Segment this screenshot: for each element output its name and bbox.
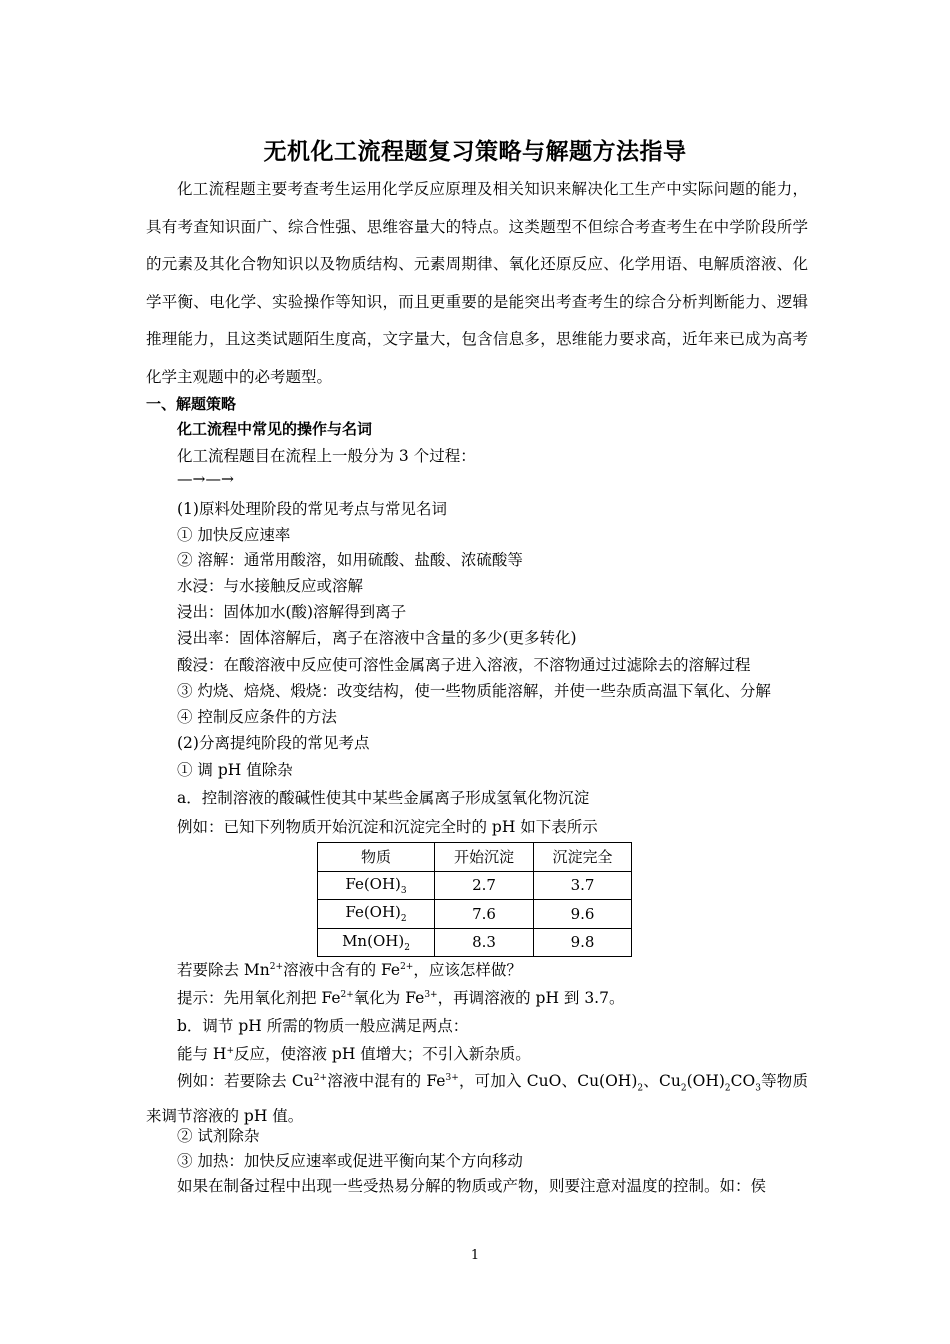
text-line: ③ 灼烧、焙烧、煅烧：改变结构，使一些物质能溶解，并使一些杂质高温下氧化、分解 <box>177 682 771 700</box>
text-line: ② 试剂除杂 <box>177 1127 260 1145</box>
text-line: ② 溶解：通常用酸溶，如用硫酸、盐酸、浓硫酸等 <box>177 551 523 569</box>
text-line: 水浸：与水接触反应或溶解 <box>177 577 364 595</box>
table-row <box>318 871 632 900</box>
text-line: 浸出：固体加水(酸)溶解得到离子 <box>177 603 407 621</box>
intro-paragraph: 化工流程题主要考查考生运用化学反应原理及相关知识来解决化工生产中实际问题的能力，具有考查知识面广、综合性强、思维容量大的特点。这类题型不但综合考查考生在中学阶段所学的元素及其化合物知识以及物质结构、元素周期律、氧化还原反应、化学用语、电解质溶液、化学平衡、电化学、实验操作等知识，而且更重要的是能突出考查考生的综合分析判断能力、逻辑推理能力，且这类试题陌生度高，文字量大，包含信息多，思维能力要求高，近年来已成为高考化学主观题中的必考题型。 <box>146 180 808 386</box>
hplus-line: 能与 H+反应，使溶液 pH 值增大；不引入新杂质。 <box>177 1045 531 1063</box>
text-line: ① 调 pH 值除杂 <box>177 761 293 779</box>
text-line: ④ 控制反应条件的方法 <box>177 708 337 726</box>
subsection-heading: 化工流程中常见的操作与名词 <box>177 420 373 438</box>
text-line: 酸浸：在酸溶液中反应使可溶性金属离子进入溶液，不溶物通过过滤除去的溶解过程 <box>177 656 751 674</box>
table-cell-substance: $Mn(OH)_2$ <box>318 928 435 957</box>
section-heading: 一、解题策略 <box>146 395 237 413</box>
table-cell: 3.7 <box>534 871 632 900</box>
table-cell: 9.8 <box>534 928 632 957</box>
text-line: ① 加快反应速率 <box>177 526 291 544</box>
text-line: ③ 加热：加快反应速率或促进平衡向某个方向移动 <box>177 1152 523 1170</box>
table-header: 开始沉淀 <box>435 843 534 872</box>
table-cell: 2.7 <box>435 871 534 900</box>
table-cell: 9.6 <box>534 900 632 929</box>
text-line: a．控制溶液的酸碱性使其中某些金属离子形成氢氧化物沉淀 <box>177 789 590 807</box>
ph-table <box>317 842 632 957</box>
table-cell: 8.3 <box>435 928 534 957</box>
table-cell-substance: $Fe(OH)_3$ <box>318 871 435 900</box>
text-line: 例如：已知下列物质开始沉淀和沉淀完全时的 pH 如下表所示 <box>177 818 598 836</box>
copper-example-paragraph: 例如：若要除去 $Cu^{2+}$溶液中混有的 $Fe^{3+}$，可加入 CuO、$Cu(OH)_2$、$Cu_2(OH)_2CO_3$等物质来调节溶液的 pH 值。 <box>146 1072 808 1126</box>
table-header-row <box>318 843 632 872</box>
page-number: 1 <box>470 1248 480 1263</box>
page-title: 无机化工流程题复习策略与解题方法指导 <box>263 139 687 165</box>
table-row <box>318 900 632 929</box>
text-line: 浸出率：固体溶解后，离子在溶液中含量的多少(更多转化) <box>177 629 577 647</box>
flow-arrows: —→—→ <box>177 470 234 488</box>
table-header: 物质 <box>318 843 435 872</box>
table-header: 沉淀完全 <box>534 843 632 872</box>
text-line: 化工流程题目在流程上一般分为 3 个过程： <box>177 447 476 465</box>
text-line: (2)分离提纯阶段的常见考点 <box>177 734 370 752</box>
hint-line: 提示：先用氧化剂把 $Fe^{2+}$氧化为 $Fe^{3+}$，再调溶液的 pH 到 3.7。 <box>177 989 625 1007</box>
text-line: b．调节 pH 所需的物质一般应满足两点： <box>177 1017 469 1035</box>
text-line: 如果在制备过程中出现一些受热易分解的物质或产物，则要注意对温度的控制。如：侯 <box>177 1177 767 1195</box>
question-line: 若要除去 $Mn^{2+}$溶液中含有的 $Fe^{2+}$，应该怎样做？ <box>177 961 522 979</box>
table-cell-substance: $Fe(OH)_2$ <box>318 900 435 929</box>
table-cell: 7.6 <box>435 900 534 929</box>
table-row <box>318 928 632 957</box>
text-line: (1)原料处理阶段的常见考点与常见名词 <box>177 500 447 518</box>
